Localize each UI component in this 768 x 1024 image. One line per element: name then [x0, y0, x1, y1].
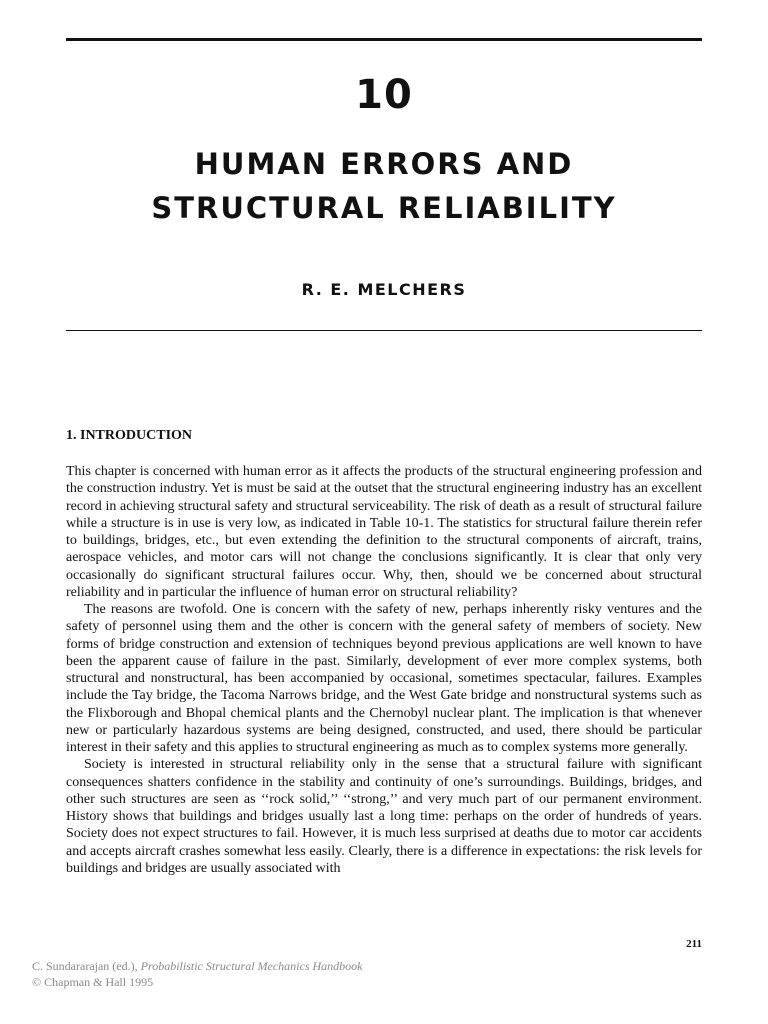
paragraph-2: The reasons are twofold. One is concern with the safety of new, perhaps inherently risky ventures and the safety of personnel using them and the other is concern with the general safety of members of society. New forms of bridge construction and extension of techniques beyond previous applications are well known to have been the apparent cause of failure in the past. Similarly, development of ever more complex systems, both structural and nonstructural, has been accompanied by occasional, sometimes spectacular, failures. Examples include the Tay bridge, the Tacoma Narrows bridge, and the West Gate bridge and nonstructural systems such as the Flixborough and Bhopal chemical plants and the Chernobyl nuclear plant. The implication is that whenever new or particularly hazardous systems are being designed, constructed, and used, there should be particular interest in their safety and this applies to structural engineering as much as to complex systems more generally. — [66, 602, 702, 755]
paragraph-3: Society is interested in structural reliability only in the sense that a structural failure with significant consequences shatters confidence in the stability and continuity of one’s surroundings. Buildings, bridges, and other such structures are seen as ‘‘rock solid,’’ ‘‘strong,’’ and very much part of our permanent environment. History shows that buildings and bridges usually last a long time: perhaps on the order of hundreds of years. Society does not expect structures to fail. However, it is much less surprised at deaths due to motor car accidents and accepts aircraft crashes somewhat less easily. Clearly, there is a difference in expectations: the risk levels for buildings and bridges are usually associated with — [66, 757, 702, 876]
chapter-title-line-1: HUMAN ERRORS AND — [194, 147, 574, 181]
paragraph-1: This chapter is concerned with human error as it affects the products of the structural engineering profession and the construction industry. Yet is must be said at the outset that the structural engineering industry has an excellent record in achieving structural safety and structural serviceability. The risk of death as a result of structural failure while a structure is in use is very low, as indicated in Table 10-1. The statistics for structural failure therein refer to buildings, bridges, etc., but even extending the definition to the structural components of aircraft, trains, aerospace vehicles, and motor cars will not change the conclusions significantly. It is clear that only very occasionally do significant structural failures occur. Why, then, should we be concerned about structural reliability and in particular the influence of human error on structural reliability? — [66, 464, 702, 600]
citation-copyright: © Chapman & Hall 1995 — [32, 975, 154, 989]
body-text — [66, 463, 702, 877]
chapter-number: 10 — [355, 72, 413, 118]
chapter-title-line-2: STRUCTURAL RELIABILITY — [151, 191, 617, 225]
citation-book-title: Probabilistic Structural Mechanics Handbook — [140, 959, 363, 973]
chapter-author: R. E. MELCHERS — [301, 280, 467, 299]
citation-line-1 — [32, 958, 363, 974]
top-rule — [66, 38, 702, 41]
title-divider — [66, 330, 702, 331]
section-heading: 1. INTRODUCTION — [66, 428, 193, 443]
chapter-title — [0, 142, 768, 230]
page-number: 211 — [686, 938, 702, 950]
citation-footer — [32, 958, 363, 990]
citation-editor: C. Sundararajan (ed.), — [32, 959, 141, 973]
